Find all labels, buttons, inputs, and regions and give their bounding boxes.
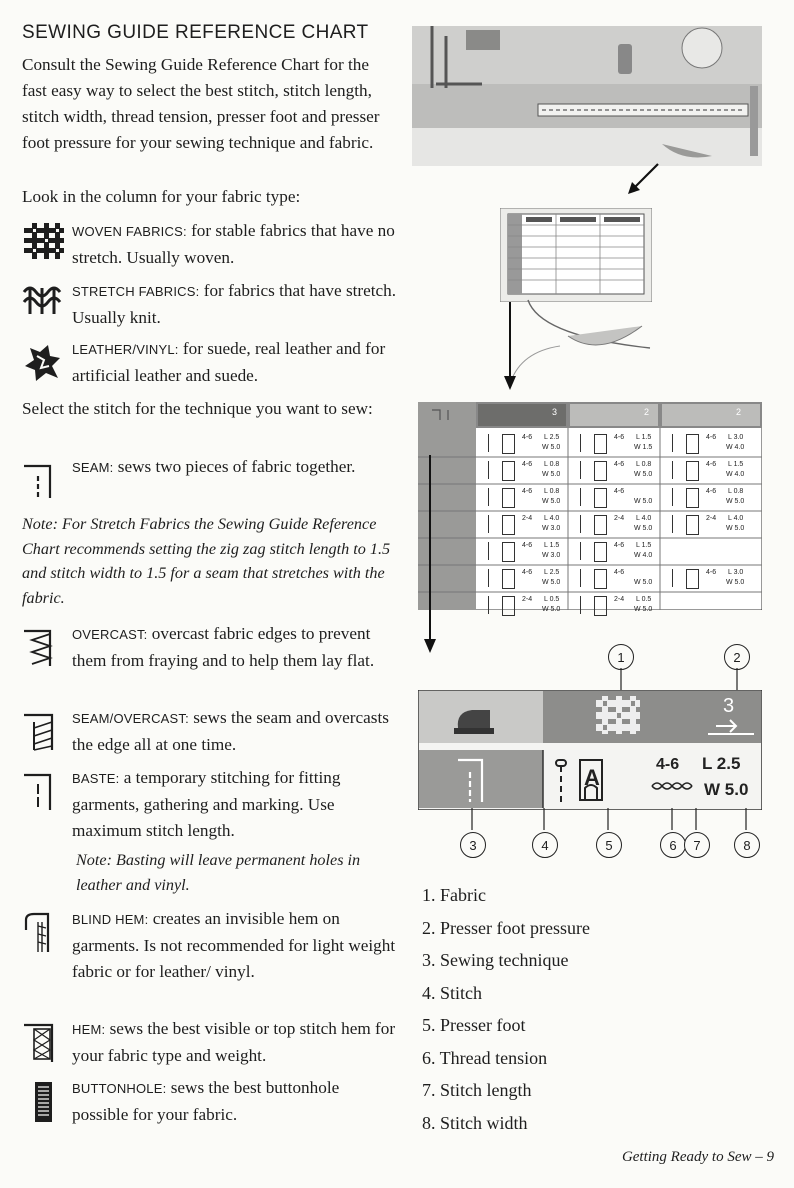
footer-separator: – [751, 1149, 767, 1165]
chart-foot-icon [594, 434, 607, 454]
chart-header-pressure: 2 [736, 407, 742, 417]
legend-list [422, 879, 590, 1139]
stretch-fabric-icon [22, 284, 66, 318]
buttonhole-text: sews the best buttonhole possible for your fabric. [72, 1078, 340, 1124]
look-column-text: Look in the column for your fabric type: [22, 187, 301, 206]
chart-stitch-foot-icon [580, 515, 591, 533]
zoomed-chart-thumbnail [500, 208, 652, 302]
chart-stitch-foot-icon [580, 461, 591, 479]
seam-item [72, 454, 398, 481]
chart-length: L 0.8 [544, 461, 560, 468]
chart-foot-icon [686, 461, 699, 481]
chart-width: W 5.0 [726, 525, 745, 532]
chart-stitch-foot-icon [672, 515, 683, 533]
chart-foot-icon [686, 488, 699, 508]
chart-length: L 2.5 [544, 569, 560, 576]
chart-length: L 1.5 [544, 542, 560, 549]
chart-stitch-foot-icon [488, 569, 499, 587]
callout-8: 8 [734, 832, 760, 858]
chart-width: W 5.0 [634, 579, 653, 586]
chart-length: L 0.8 [728, 488, 744, 495]
page-footer [622, 1149, 774, 1166]
callout-1: 1 [608, 644, 634, 670]
chart-length: L 2.5 [544, 434, 560, 441]
leather-icon [22, 342, 64, 384]
legend-item: 4. Stitch [422, 982, 483, 1003]
intro-paragraph: Consult the Sewing Guide Reference Chart for the fast easy way to select the best stitch, stitch length, stitch width, thread tension, presser foot and presser foot pressure for your sewing technique and fabric. [22, 55, 380, 152]
page-title: SEWING GUIDE REFERENCE CHART [22, 22, 369, 43]
display-panel [418, 690, 762, 810]
chart-foot-icon [502, 596, 515, 616]
machine-dial-graphic [500, 296, 660, 396]
woven-fabric-icon [22, 222, 66, 262]
blind-hem-text: creates an invisible hem on garments. Is not recommended for light weight fabric or for leather/ vinyl. [72, 909, 396, 981]
seam-overcast-item [72, 705, 398, 758]
chart-foot-icon [594, 542, 607, 562]
arrow-to-panel [420, 455, 440, 655]
chart-tension: 4-6 [522, 488, 533, 495]
hem-text: sews the best visible or top stitch hem for your fabric type and weight. [72, 1019, 396, 1065]
chart-foot-icon [594, 596, 607, 616]
chart-stitch-foot-icon [488, 434, 499, 452]
chart-stitch-foot-icon [580, 569, 591, 587]
legend-item: 8. Stitch width [422, 1112, 528, 1133]
seam-overcast-text: sews the seam and overcasts the edge all at one time. [72, 708, 389, 754]
chart-length: L 1.5 [636, 434, 652, 441]
overcast-text: overcast fabric edges to prevent them from fraying and to help them lay flat. [72, 624, 375, 670]
chart-tension: 4-6 [706, 461, 717, 468]
stretch-fabrics-label: STRETCH FABRICS: [72, 284, 200, 299]
chart-tension: 4-6 [706, 488, 717, 495]
chart-width: W 5.0 [542, 444, 561, 451]
chart-length: L 1.5 [728, 461, 744, 468]
callout-6: 6 [660, 832, 686, 858]
hem-item [72, 1016, 398, 1069]
sewing-machine-photo [412, 26, 762, 166]
callout-2: 2 [724, 644, 750, 670]
chart-tension: 2-4 [614, 515, 625, 522]
chart-width: W 5.0 [634, 471, 653, 478]
panel-pressure-value: 3 [723, 695, 735, 717]
chart-width: W 5.0 [542, 498, 561, 505]
panel-stitch-width: W 5.0 [704, 780, 749, 799]
legend-item: 5. Presser foot [422, 1015, 526, 1035]
callout-leaders-bottom [410, 808, 770, 838]
chart-tension: 4-6 [614, 569, 625, 576]
chart-foot-icon [594, 488, 607, 508]
chart-tension: 2-4 [522, 596, 533, 603]
chart-tension: 2-4 [706, 515, 717, 522]
chart-tension: 4-6 [706, 569, 717, 576]
reference-chart [418, 402, 762, 613]
chart-length: L 4.0 [636, 515, 652, 522]
chart-tension: 4-6 [614, 488, 625, 495]
chart-tension: 4-6 [706, 434, 717, 441]
chart-tension: 4-6 [522, 569, 533, 576]
chart-foot-icon [686, 569, 699, 589]
leather-vinyl-text: for suede, real leather and for artificial leather and suede. [72, 339, 386, 385]
panel-stitch-length: L 2.5 [702, 754, 741, 773]
leather-vinyl-item [72, 336, 398, 389]
chart-stitch-foot-icon [488, 542, 499, 560]
woven-fabrics-label: WOVEN FABRICS: [72, 224, 187, 239]
chart-tension: 4-6 [522, 434, 533, 441]
seam-text: sews two pieces of fabric together. [113, 457, 356, 476]
chart-width: W 1.5 [634, 444, 653, 451]
chart-length: L 0.8 [636, 461, 652, 468]
chart-length: L 0.8 [544, 488, 560, 495]
chart-width: W 5.0 [634, 498, 653, 505]
buttonhole-label: BUTTONHOLE: [72, 1081, 167, 1096]
chart-width: W 5.0 [634, 525, 653, 532]
seam-overcast-icon [22, 712, 62, 752]
panel-presser-foot: A [584, 765, 600, 790]
chart-stitch-foot-icon [672, 461, 683, 479]
overcast-item [72, 621, 398, 674]
chart-tension: 2-4 [522, 515, 533, 522]
chart-foot-icon [686, 434, 699, 454]
callout-3: 3 [460, 832, 486, 858]
chart-tension: 2-4 [614, 596, 625, 603]
chart-stitch-foot-icon [488, 515, 499, 533]
chart-length: L 1.5 [636, 542, 652, 549]
leather-vinyl-label: LEATHER/VINYL: [72, 342, 179, 357]
baste-item [72, 765, 398, 844]
legend-item: 1. Fabric [422, 885, 486, 905]
chart-width: W 4.0 [726, 444, 745, 451]
panel-tension-value: 4-6 [656, 756, 680, 773]
chart-foot-icon [502, 488, 515, 508]
chart-tension: 4-6 [614, 434, 625, 441]
chart-width: W 5.0 [542, 579, 561, 586]
chart-stitch-foot-icon [580, 596, 591, 614]
blind-hem-item [72, 906, 398, 985]
chart-stitch-foot-icon [580, 488, 591, 506]
chart-stitch-foot-icon [672, 569, 683, 587]
page-number: 9 [766, 1149, 774, 1165]
arrow-to-chart [624, 162, 664, 196]
seam-icon [22, 462, 62, 502]
footer-title: Getting Ready to Sew [621, 1149, 752, 1165]
chart-width: W 5.0 [542, 606, 561, 613]
chart-length: L 0.5 [544, 596, 560, 603]
woven-fabrics-item [72, 218, 398, 271]
chart-tension: 4-6 [522, 542, 533, 549]
callout-4: 4 [532, 832, 558, 858]
chart-width: W 4.0 [726, 471, 745, 478]
blind-hem-label: BLIND HEM: [72, 912, 149, 927]
chart-stitch-foot-icon [580, 542, 591, 560]
chart-header-pressure: 2 [644, 407, 650, 417]
chart-stitch-foot-icon [488, 488, 499, 506]
basting-note: Note: Basting will leave permanent holes in leather and vinyl. [76, 851, 361, 894]
chart-stitch-foot-icon [672, 488, 683, 506]
stretch-fabrics-text: for fabrics that have stretch. Usually knit. [72, 281, 397, 327]
chart-stitch-foot-icon [488, 596, 499, 614]
chart-foot-icon [502, 434, 515, 454]
chart-tension: 4-6 [522, 461, 533, 468]
legend-item: 3. Sewing technique [422, 950, 569, 970]
chart-width: W 5.0 [726, 579, 745, 586]
chart-stitch-foot-icon [580, 434, 591, 452]
chart-length: L 0.5 [636, 596, 652, 603]
chart-length: L 3.0 [728, 569, 744, 576]
select-stitch-text: Select the stitch for the technique you want to sew: [22, 399, 373, 418]
chart-tension: 4-6 [614, 461, 625, 468]
blind-hem-icon [22, 912, 62, 956]
baste-text: a temporary stitching for fitting garments, gathering and marking. Use maximum stitch length. [72, 768, 341, 840]
chart-length: L 4.0 [544, 515, 560, 522]
chart-foot-icon [502, 542, 515, 562]
legend-item: 7. Stitch length [422, 1080, 532, 1100]
chart-width: W 5.0 [542, 471, 561, 478]
buttonhole-item [72, 1075, 398, 1128]
chart-foot-icon [502, 515, 515, 535]
chart-foot-icon [686, 515, 699, 535]
hem-label: HEM: [72, 1022, 106, 1037]
chart-foot-icon [502, 461, 515, 481]
chart-stitch-foot-icon [488, 461, 499, 479]
overcast-icon [22, 628, 62, 668]
stretch-fabrics-item [72, 278, 398, 331]
woven-fabrics-text: for stable fabrics that have no stretch. Usually woven. [72, 221, 395, 267]
chart-foot-icon [502, 569, 515, 589]
chart-width: W 5.0 [634, 606, 653, 613]
chart-tension: 4-6 [614, 542, 625, 549]
callout-5: 5 [596, 832, 622, 858]
chart-foot-icon [594, 569, 607, 589]
overcast-label: OVERCAST: [72, 627, 148, 642]
chart-width: W 3.0 [542, 552, 561, 559]
chart-length: L 4.0 [728, 515, 744, 522]
chart-width: W 4.0 [634, 552, 653, 559]
stretch-note: Note: For Stretch Fabrics the Sewing Guide Reference Chart recommends setting the zig zag stitch length to 1.5 and stitch width to 1.5 for a seam that stretches with the fabric. [22, 515, 391, 607]
baste-icon [22, 772, 62, 812]
seam-label: SEAM: [72, 460, 114, 475]
chart-header-pressure: 3 [552, 407, 558, 417]
seam-overcast-label: SEAM/OVERCAST: [72, 711, 189, 726]
chart-length: L 3.0 [728, 434, 744, 441]
chart-width: W 3.0 [542, 525, 561, 532]
legend-item: 6. Thread tension [422, 1047, 548, 1068]
baste-label: BASTE: [72, 771, 120, 786]
callout-7: 7 [684, 832, 710, 858]
chart-width: W 5.0 [726, 498, 745, 505]
chart-foot-icon [594, 461, 607, 481]
buttonhole-icon [34, 1081, 54, 1125]
hem-icon [22, 1020, 62, 1064]
legend-item: 2. Presser foot pressure [422, 917, 590, 938]
chart-foot-icon [594, 515, 607, 535]
chart-stitch-foot-icon [672, 434, 683, 452]
